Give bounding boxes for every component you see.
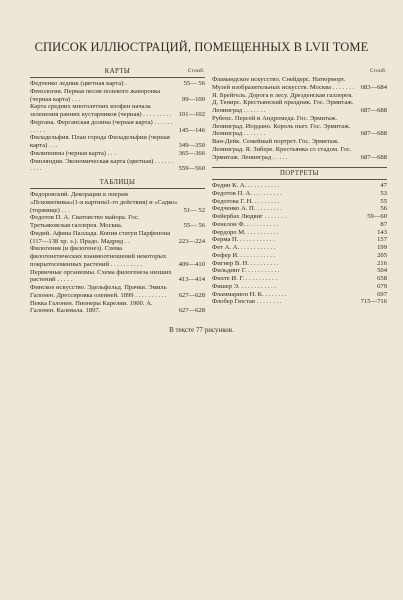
portrait-entry-pages: 715—716 [360, 298, 387, 306]
right-column [212, 68, 387, 306]
map-entry-pages: 559—560 [178, 165, 205, 173]
portrait-entry-title: Федотова Г. Н. . . . . . . . . [212, 197, 280, 205]
portrait-entry [212, 182, 387, 190]
portrait-entry-pages: 47 [380, 182, 387, 189]
map-entry [30, 80, 205, 88]
art-entry-title: Рубенс. Персей и Андромеда. Гос. Эрмитаж. Ленинград. Иордано. Король пьет. Гос. Эрмитаж. Ленинград . . . . . . . [212, 114, 351, 138]
right-heading-row [212, 68, 387, 76]
table-entry-title: Фидий. Афина Паллада. Копия статуи Парфенона (117—138 хр. э.). Прадо. Мадрид . . [30, 229, 171, 245]
table-entry [30, 284, 205, 300]
portrait-entry-title: Фефер И. . . . . . . . . . . . [212, 251, 276, 259]
table-entry-pages: 413—414 [178, 276, 205, 284]
table-entry [30, 245, 205, 268]
portrait-entry-title: Фердоро М. . . . . . . . . . . [212, 228, 279, 236]
map-entry-title: Финляндия. Экономическая карта (цветная) . . . . . . . . . . [30, 157, 174, 173]
portrait-entry-title: Федотов П. А. . . . . . . . . . [212, 189, 282, 197]
portrait-entry-title: Фишер Э. . . . . . . . . . . . [212, 282, 276, 290]
art-entry [212, 76, 387, 92]
table-entry-pages: 627—628 [178, 307, 205, 315]
map-entry-pages: 55— 56 [183, 80, 205, 87]
maps-list [30, 80, 205, 173]
column-label-left: Стоиб. [187, 68, 205, 74]
table-entry [30, 214, 205, 230]
portrait-entry [212, 229, 387, 237]
portraits-rule-top [212, 167, 387, 168]
portrait-entry-pages: 199 [377, 244, 387, 251]
portrait-entry [212, 267, 387, 275]
table-entry-title: Филогения (и филогенез). Схема филогенетических взаимоотношений некоторых покрытосеменных растений . . . . . . . . . . [30, 245, 167, 268]
portrait-entry-pages: 216 [377, 259, 387, 267]
portrait-entry [212, 205, 387, 213]
art-entry [212, 115, 387, 138]
left-column [30, 68, 205, 315]
map-entry-title: Филадельфия. План города Филадельфии (черная карта) . . . [30, 134, 170, 149]
table-entry-title: Федоровский. Декорации к операм «Псковитянка»(1-я картина1-го действия) и «Садко» (торжище) . . . [30, 191, 178, 214]
portrait-entry-pages: 53 [380, 189, 387, 197]
portrait-entry-pages: 679 [377, 282, 387, 290]
portrait-entry [212, 291, 387, 299]
tables-heading-row [30, 179, 205, 187]
portrait-entry-title: Фейербах Людвиг . . . . . . . [212, 213, 286, 220]
map-entry [30, 158, 205, 174]
map-entry-title: Фергана. Ферганская долина (черная карта) . . . . . . . . . . . [30, 118, 173, 134]
art-list [212, 76, 387, 161]
portrait-entry-pages: 205 [377, 251, 387, 259]
map-entry-title: Филиппины (черная карта) . . . [30, 149, 116, 157]
tables-heading: ТАБЛИЦЫ [99, 179, 136, 186]
column-label-right: Стоиб. [369, 68, 387, 74]
tables-rule [30, 188, 205, 189]
art-entry-pages: 683—684 [360, 83, 387, 91]
map-entry-pages: 99—100 [181, 95, 205, 103]
portrait-entry-pages: 59—60 [367, 213, 387, 220]
art-entry-title: Фламандское искусство. Снейдерс. Натюрморт. Музей изобразительных искусств. Москва . . . . . . . [212, 76, 355, 91]
portrait-entry-title: Фильдинг Г. . . . . . . . . . . [212, 267, 280, 275]
map-entry-pages: 349—350 [178, 142, 205, 149]
portrait-entry [212, 275, 387, 283]
illustration-count-note: В тексте 77 рисунков. [169, 326, 234, 334]
map-entry-pages: 145—146 [178, 126, 205, 134]
portraits-heading: ПОРТРЕТЫ [279, 170, 320, 178]
portrait-entry [212, 244, 387, 252]
portrait-entry [212, 236, 387, 244]
art-entry-pages: 687—688 [360, 130, 387, 138]
portraits-list [212, 182, 387, 306]
portrait-entry [212, 213, 387, 221]
portrait-entry-pages: 658 [377, 275, 387, 282]
portrait-entry [212, 198, 387, 206]
map-entry [30, 119, 205, 135]
portrait-entry-title: Фламмарион Н. К. . . . . . . . [212, 290, 287, 298]
portrait-entry [212, 298, 387, 306]
portrait-entry [212, 283, 387, 291]
portrait-entry-pages: 87 [380, 220, 387, 228]
portraits-rule-bottom [212, 179, 387, 180]
art-entry-pages: 687—688 [360, 153, 387, 161]
tables-list [30, 191, 205, 315]
portrait-entry [212, 252, 387, 260]
portrait-entry-title: Ферма П. . . . . . . . . . . . [212, 236, 275, 244]
portrait-entry-title: Фет А. А. . . . . . . . . . . . [212, 244, 276, 251]
table-entry-pages: 223—224 [178, 237, 205, 245]
table-entry-pages: 55— 56 [183, 222, 205, 229]
art-entry-title: Я. Брейгель. Дорога в лесу. Дрезденская галлерея. Д. Тенирс. Крестьянский праздник. Гос. Эрмитаж. Ленинград . . . . . . . [212, 91, 354, 114]
map-entry-title: Федченко ледник (цветная карта) . [30, 80, 127, 87]
table-entry-pages: 409—410 [178, 260, 205, 268]
art-entry [212, 138, 387, 161]
table-entry-pages: 627—628 [178, 291, 205, 299]
map-entry [30, 88, 205, 104]
table-entry [30, 191, 205, 214]
table-entry [30, 269, 205, 285]
table-entry-title: Финское искусство. Эдельфельд. Прачки. Эмиль Галонен. Дрессировка олеиней. 1899 . . . . . . . . . . [30, 284, 167, 299]
table-entry-pages: 51— 52 [183, 206, 205, 214]
maps-rule [30, 77, 205, 78]
portrait-entry-title: Федин К. А. . . . . . . . . . . [212, 182, 280, 189]
portrait-entry-pages: 143 [377, 228, 387, 236]
table-entry-title: Первичные организмы. Схема филогенеза низших растений . . . . . [30, 268, 172, 284]
maps-heading-row [30, 68, 205, 76]
portrait-entry-title: Фигнер В. Н. . . . . . . . . . [212, 259, 279, 267]
table-entry-title: Федотов П. А. Сватовство майора. Гос. Третьяковская галлерея. Москва. [30, 214, 140, 229]
portrait-entry-pages: 56 [380, 205, 387, 213]
portrait-entry-pages: 157 [377, 236, 387, 244]
portrait-entry [212, 260, 387, 268]
map-entry-title: Фенология. Первая песня полевого жаворонка (черная карта) . . . [30, 87, 161, 103]
art-entry [212, 92, 387, 115]
map-entry-title: Карта средних многолетних изофен начала зеленения ранних кустарников (черная) . . . . . . . . . [30, 103, 172, 118]
portrait-entry-pages: 697 [377, 290, 387, 298]
art-entry-title: Ван-Дейк. Семейный портрет. Гос. Эрмитаж. Ленинград. Я. Зибере. Крестьянка со стадом. Гос. Эрмитаж. Ленинград . . . . . [212, 138, 352, 161]
portrait-entry-title: Фенелон Ф. . . . . . . . . . . [212, 220, 279, 228]
portrait-entry-title: Флобер Гюстав . . . . . . . . [212, 298, 282, 306]
map-entry-pages: 101—102 [178, 111, 205, 118]
maps-heading: КАРТЫ [104, 68, 131, 75]
portrait-entry-pages: 55 [380, 197, 387, 205]
portrait-entry-pages: 504 [377, 267, 387, 275]
page-title: СПИСОК ИЛЛЮСТРАЦИЙ, ПОМЕЩЕННЫХ В LVII ТОМЕ [34, 40, 369, 54]
table-entry [30, 230, 205, 246]
table-entry-title: Пекка Галонен. Пионеры Карелии. 1900. А. Галонен. Калевала. 1897. [30, 299, 153, 315]
art-entry-pages: 687—688 [360, 107, 387, 114]
portrait-entry-title: Федченко А. П. . . . . . . . . [212, 205, 282, 213]
map-entry-pages: 365—366 [178, 149, 205, 157]
map-entry [30, 134, 205, 150]
portrait-entry-title: Фихте И. Г. . . . . . . . . . . [212, 275, 278, 282]
table-entry [30, 300, 205, 316]
portrait-entry [212, 221, 387, 229]
map-entry [30, 150, 205, 158]
map-entry [30, 103, 205, 119]
portrait-entry [212, 190, 387, 198]
